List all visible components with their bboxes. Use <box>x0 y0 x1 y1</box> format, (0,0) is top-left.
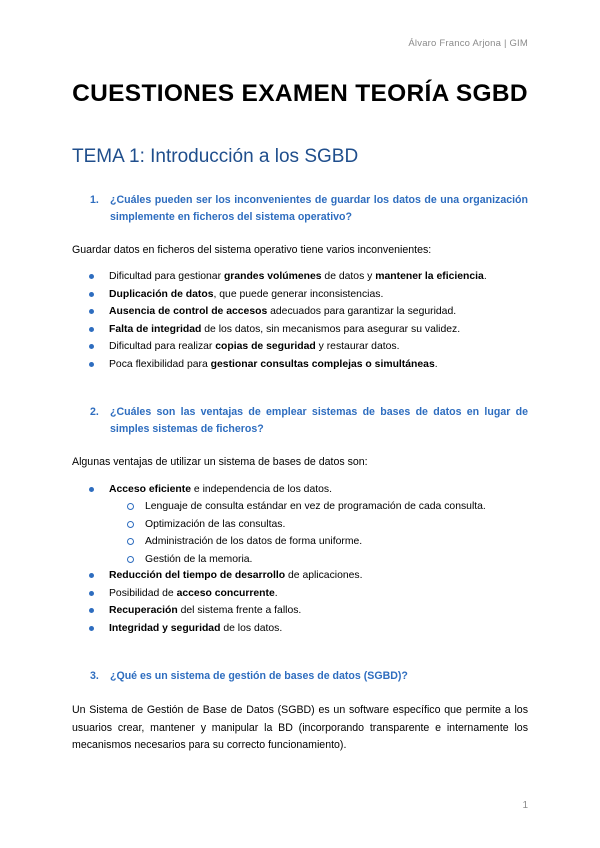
bullet-icon <box>89 591 94 596</box>
sub-list-item: Lenguaje de consulta estándar en vez de programación de cada consulta. <box>72 498 528 516</box>
list-item: Reducción del tiempo de desarrollo de aplicaciones. <box>72 567 528 585</box>
section-title: TEMA 1: Introducción a los SGBD <box>72 146 359 167</box>
list-item: Duplicación de datos, que puede generar inconsistencias. <box>72 286 528 304</box>
sub-list-item: Administración de los datos de forma uniforme. <box>72 533 528 551</box>
circle-bullet-icon <box>127 538 134 545</box>
sub-list-item: Gestión de la memoria. <box>72 551 528 569</box>
document-title: CUESTIONES EXAMEN TEORÍA SGBD <box>72 80 528 107</box>
page-header-author: Álvaro Franco Arjona | GIM <box>408 38 528 49</box>
bullet-icon <box>89 274 94 279</box>
list-item: Dificultad para realizar copias de seguridad y restaurar datos. <box>72 338 528 356</box>
circle-bullet-icon <box>127 556 134 563</box>
bullet-icon <box>89 487 94 492</box>
question-number: 3. <box>90 670 99 682</box>
q2-bullet-list-continued <box>72 567 528 637</box>
page-number: 1 <box>522 800 528 811</box>
q2-sub-list <box>72 498 528 568</box>
question-3 <box>72 668 528 685</box>
question-number: 1. <box>90 194 99 206</box>
circle-bullet-icon <box>127 521 134 528</box>
question-1 <box>72 192 528 226</box>
q2-bullet-list <box>72 481 528 499</box>
bullet-icon <box>89 327 94 332</box>
q1-bullet-list <box>72 268 528 373</box>
list-item: Poca flexibilidad para gestionar consultas complejas o simultáneas. <box>72 356 528 374</box>
bullet-icon <box>89 626 94 631</box>
q2-intro: Algunas ventajas de utilizar un sistema de bases de datos son: <box>72 456 368 468</box>
bullet-icon <box>89 573 94 578</box>
circle-bullet-icon <box>127 503 134 510</box>
question-text: ¿Qué es un sistema de gestión de bases de datos (SGBD)? <box>110 670 408 682</box>
bullet-icon <box>89 362 94 367</box>
bullet-icon <box>89 309 94 314</box>
list-item: Recuperación del sistema frente a fallos. <box>72 602 528 620</box>
list-item: Posibilidad de acceso concurrente. <box>72 585 528 603</box>
question-text: ¿Cuáles pueden ser los inconvenientes de guardar los datos de una organización simplemente en ficheros del sistema operativo? <box>110 194 528 223</box>
question-2 <box>72 404 528 438</box>
list-item: Ausencia de control de accesos adecuados para garantizar la seguridad. <box>72 303 528 321</box>
q3-answer: Un Sistema de Gestión de Base de Datos (SGBD) es un software específico que permite a los usuarios crear, mantener y manipular la BD (incorporando transparente e internamente los mecanismos necesarios para su correcto funcionamiento). <box>72 704 528 751</box>
bullet-icon <box>89 292 94 297</box>
bullet-icon <box>89 344 94 349</box>
bullet-icon <box>89 608 94 613</box>
list-item: Acceso eficiente e independencia de los datos. <box>72 481 528 499</box>
list-item: Integridad y seguridad de los datos. <box>72 620 528 638</box>
q1-intro: Guardar datos en ficheros del sistema operativo tiene varios inconvenientes: <box>72 244 432 256</box>
question-text: ¿Cuáles son las ventajas de emplear sistemas de bases de datos en lugar de simples sistemas de ficheros? <box>110 406 528 435</box>
list-item: Dificultad para gestionar grandes volúmenes de datos y mantener la eficiencia. <box>72 268 528 286</box>
question-number: 2. <box>90 406 99 418</box>
sub-list-item: Optimización de las consultas. <box>72 516 528 534</box>
list-item: Falta de integridad de los datos, sin mecanismos para asegurar su validez. <box>72 321 528 339</box>
